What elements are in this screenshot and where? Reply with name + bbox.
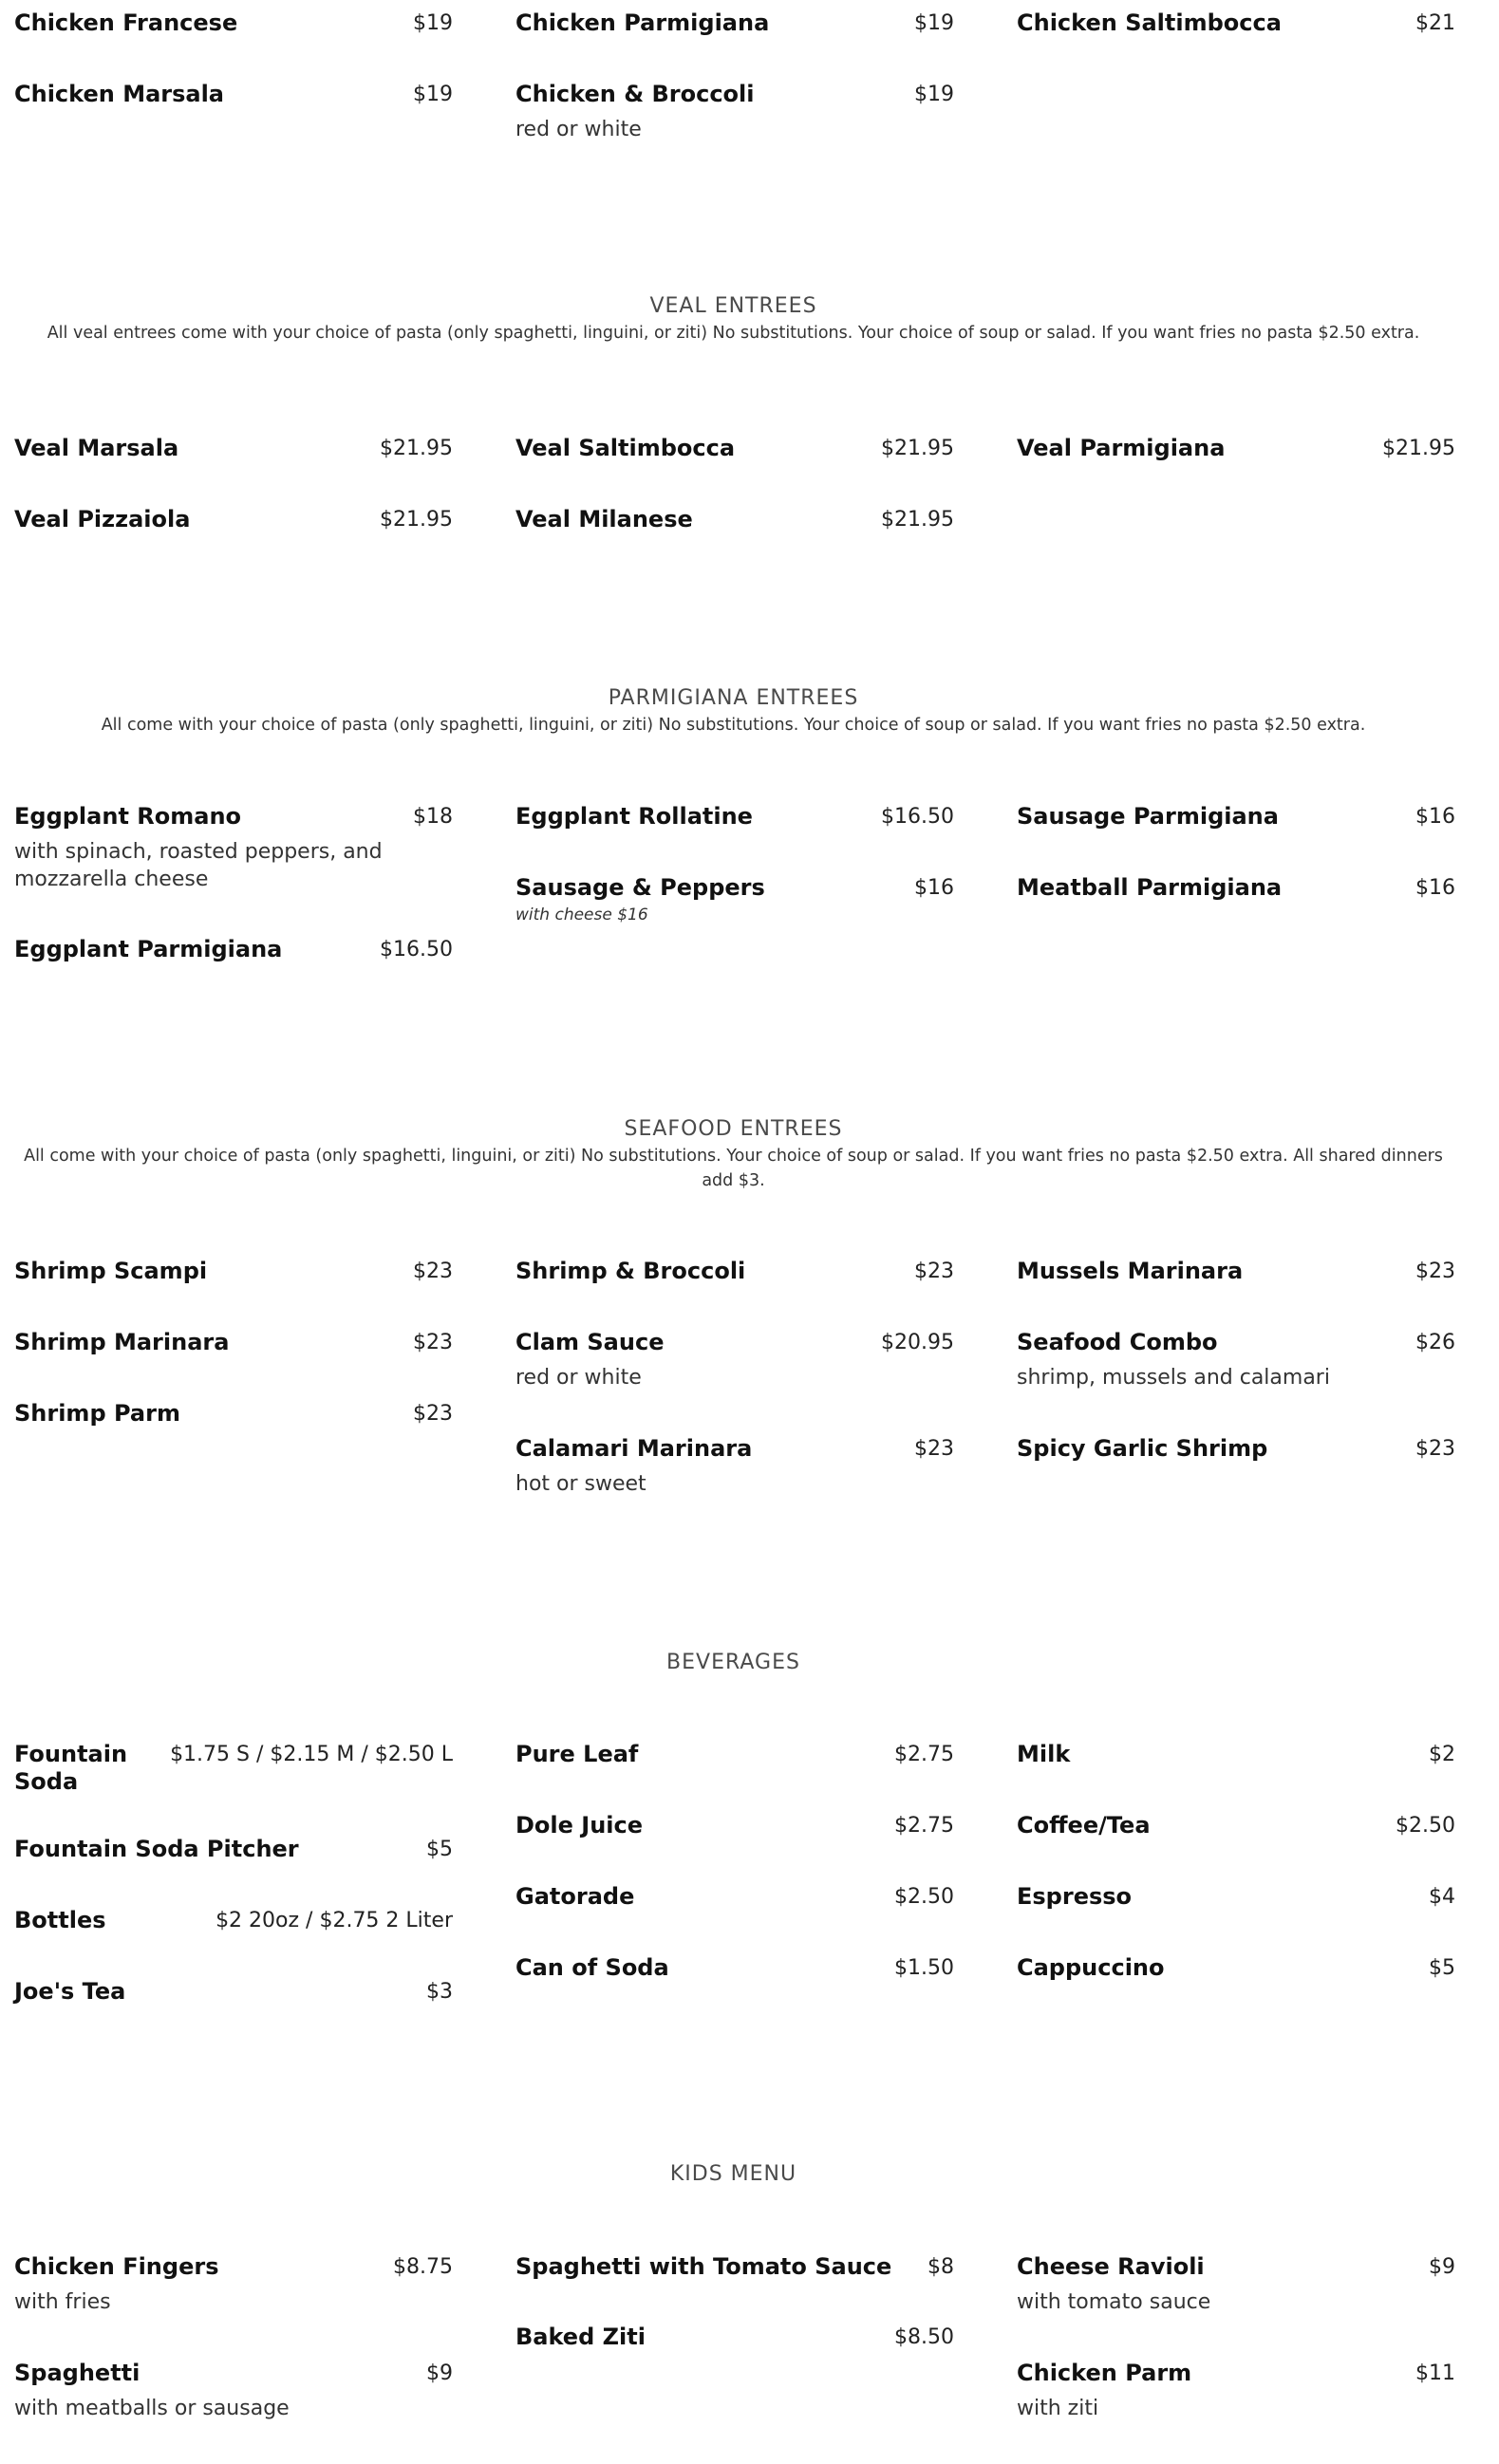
section-title: KIDS MENU — [669, 2162, 797, 2186]
item-name: Chicken Fingers — [14, 2253, 219, 2280]
item-price: $21.95 — [881, 508, 954, 532]
item-name: Chicken Parm — [1017, 2360, 1192, 2386]
item-name: Seafood Combo — [1017, 1329, 1218, 1355]
item-price: $20.95 — [881, 1331, 954, 1354]
section-header — [0, 684, 1467, 737]
item-name: Cheese Ravioli — [1017, 2253, 1205, 2280]
item-name: Sausage & Peppers — [515, 874, 765, 901]
item-description: with spinach, roasted peppers, and mozzarella cheese — [14, 840, 383, 891]
item-price: $1.75 S / $2.15 M / $2.50 L — [170, 1743, 453, 1766]
item-price: $21.95 — [1382, 437, 1455, 460]
section-description: All veal entrees come with your choice of pasta (only spaghetti, linguini, or ziti) No substitutions. Your choice of soup or salad. If you want fries no pasta $2.50 extra. — [47, 324, 1420, 343]
item-description: red or white — [515, 118, 642, 141]
item-name: Eggplant Romano — [14, 803, 242, 830]
item-description: hot or sweet — [515, 1472, 646, 1496]
section-description: All come with your choice of pasta (only spaghetti, linguini, or ziti) No substitutions. Your choice of soup or salad. If you want fries no pasta $2.50 extra. All shared dinners add $3. — [24, 1147, 1443, 1190]
item-description: red or white — [515, 1366, 642, 1390]
item-name: Mussels Marinara — [1017, 1258, 1244, 1284]
section-header — [0, 1115, 1467, 1193]
item-name: Milk — [1017, 1741, 1071, 1767]
item-price: $2.75 — [894, 1814, 954, 1838]
item-price: $19 — [914, 83, 954, 106]
item-price: $5 — [426, 1838, 453, 1861]
item-price: $16 — [1415, 805, 1455, 829]
item-name: Spaghetti — [14, 2360, 141, 2386]
item-name: Dole Juice — [515, 1812, 644, 1839]
item-price: $4 — [1429, 1885, 1455, 1909]
section-title: PARMIGIANA ENTREES — [608, 686, 859, 710]
section-title: SEAFOOD ENTREES — [624, 1117, 843, 1141]
item-price: $19 — [413, 83, 453, 106]
item-name: Espresso — [1017, 1883, 1133, 1910]
item-price: $21.95 — [380, 437, 453, 460]
item-description: with ziti — [1017, 2397, 1099, 2420]
item-price: $23 — [914, 1260, 954, 1283]
item-price: $16.50 — [380, 938, 453, 961]
item-price: $16 — [914, 876, 954, 900]
item-name: Chicken Marsala — [14, 81, 225, 107]
item-name: Spicy Garlic Shrimp — [1017, 1435, 1268, 1462]
item-name: Veal Milanese — [515, 506, 693, 532]
item-price: $21.95 — [380, 508, 453, 532]
item-price: $2.50 — [1396, 1814, 1455, 1838]
item-name: Baked Ziti — [515, 2324, 646, 2350]
item-name: Calamari Marinara — [515, 1435, 753, 1462]
item-name: Shrimp Scampi — [14, 1258, 208, 1284]
item-price: $16.50 — [881, 805, 954, 829]
item-name: Joe's Tea — [14, 1978, 126, 2005]
item-price: $2.50 — [894, 1885, 954, 1909]
item-name: Veal Pizzaiola — [14, 506, 191, 532]
item-price: $2 — [1429, 1743, 1455, 1766]
item-name: Coffee/Tea — [1017, 1812, 1151, 1839]
item-price: $9 — [426, 2361, 453, 2385]
item-price: $11 — [1415, 2361, 1455, 2385]
item-description: with fries — [14, 2290, 111, 2314]
item-price: $8.75 — [393, 2255, 453, 2279]
item-name: Spaghetti with Tomato Sauce — [515, 2253, 892, 2280]
item-price: $21 — [1415, 11, 1455, 35]
item-price: $23 — [1415, 1260, 1455, 1283]
section-header — [0, 1649, 1467, 1677]
item-name: Chicken Parmigiana — [515, 9, 770, 36]
item-name: Fountain Soda Pitcher — [14, 1836, 299, 1862]
section-title: VEAL ENTREES — [649, 294, 817, 318]
item-name: Clam Sauce — [515, 1329, 665, 1355]
item-price: $9 — [1429, 2255, 1455, 2279]
item-price: $26 — [1415, 1331, 1455, 1354]
item-name: Meatball Parmigiana — [1017, 874, 1283, 901]
item-description: with meatballs or sausage — [14, 2397, 290, 2420]
item-name: Chicken Francese — [14, 9, 238, 36]
item-price: $8.50 — [894, 2325, 954, 2349]
item-price: $23 — [914, 1437, 954, 1461]
item-name: Chicken & Broccoli — [515, 81, 755, 107]
item-price: $2 20oz / $2.75 2 Liter — [215, 1909, 453, 1932]
item-name: Veal Marsala — [14, 435, 179, 461]
item-name: Cappuccino — [1017, 1954, 1165, 1981]
item-price: $1.50 — [894, 1956, 954, 1980]
item-name: Shrimp & Broccoli — [515, 1258, 746, 1284]
item-name: Fountain Soda — [14, 1741, 128, 1795]
item-price: $23 — [413, 1402, 453, 1426]
section-description: All come with your choice of pasta (only spaghetti, linguini, or ziti) No substitutions. Your choice of soup or salad. If you want fries no pasta $2.50 extra. — [101, 716, 1366, 735]
section-header — [0, 2160, 1467, 2189]
item-name: Can of Soda — [515, 1954, 669, 1981]
item-name: Veal Saltimbocca — [515, 435, 736, 461]
item-description: with tomato sauce — [1017, 2290, 1211, 2314]
item-price: $21.95 — [881, 437, 954, 460]
item-description: shrimp, mussels and calamari — [1017, 1366, 1330, 1390]
item-name: Eggplant Rollatine — [515, 803, 753, 830]
item-note: with cheese $16 — [515, 905, 648, 924]
item-price: $19 — [914, 11, 954, 35]
item-name: Shrimp Parm — [14, 1400, 180, 1427]
item-price: $23 — [413, 1331, 453, 1354]
item-name: Shrimp Marinara — [14, 1329, 230, 1355]
section-title: BEVERAGES — [666, 1651, 800, 1674]
item-price: $3 — [426, 1980, 453, 2004]
item-name: Veal Parmigiana — [1017, 435, 1226, 461]
item-price: $8 — [928, 2255, 954, 2279]
item-name: Chicken Saltimbocca — [1017, 9, 1282, 36]
item-price: $18 — [413, 805, 453, 829]
item-name: Sausage Parmigiana — [1017, 803, 1279, 830]
item-name: Gatorade — [515, 1883, 635, 1910]
item-name: Pure Leaf — [515, 1741, 639, 1767]
item-price: $16 — [1415, 876, 1455, 900]
item-price: $2.75 — [894, 1743, 954, 1766]
section-header — [0, 292, 1467, 345]
item-name: Eggplant Parmigiana — [14, 936, 283, 962]
item-price: $23 — [1415, 1437, 1455, 1461]
item-price: $23 — [413, 1260, 453, 1283]
item-price: $5 — [1429, 1956, 1455, 1980]
item-price: $19 — [413, 11, 453, 35]
item-name: Bottles — [14, 1907, 106, 1933]
